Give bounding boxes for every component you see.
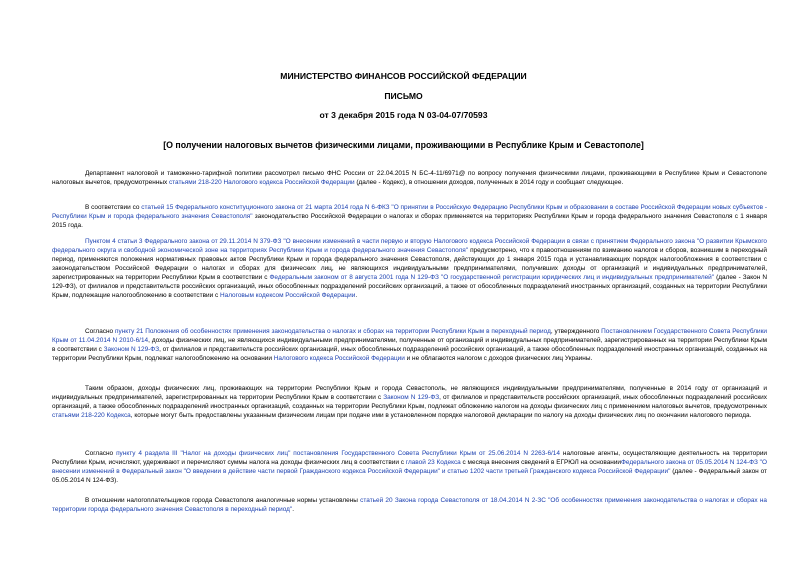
document-link[interactable]: Законом N 129-ФЗ (103, 346, 160, 354)
paragraph-text: . (292, 506, 295, 514)
document-link[interactable]: Пунктом 4 статьи 3 Федерального закона от 29.11.2014 N 379-ФЗ "О внесении изменений в части первую и вторую Налогового кодекса Российской Федерации в связи с принятием Федерального закона "О развитии Крымского федерального округа и свободной экономической зоне на территориях Республики Крым и города федерального значения Севастополя" (52, 238, 767, 255)
document-link[interactable]: Федеральным законом от 8 августа 2001 года N 129-ФЗ "О государственной регистрации юридических лиц и индивидуальных предпринимателей" (269, 274, 715, 282)
paragraph-text: (далее - Закон N 129-ФЗ), от филиалов и представительств российских организаций, иных обособленных подразделений российских организаций, а также от обособленных подразделений иностранных организаций, созданных на территории Республики Крым, подлежащие налогообложению в соответствии с (52, 274, 767, 300)
document-link[interactable]: Постановлением Государственного Совета Республики Крым от 11.04.2014 N 2010-6/14 (52, 328, 767, 345)
paragraph-text: , которые могут быть предоставлены указанным физическим лицам при подаче ими в установленном порядке налоговой декларации по налогу на доходы физических лиц по окончании налогового периода. (130, 412, 752, 420)
paragraph-text: В соответствии со (85, 204, 142, 211)
paragraph-text: законодательство Российской Федерации о налогах и сборах применяется на территориях Республики Крым и города федерального значения Севастополя с 1 января 2015 года. (52, 213, 767, 230)
paragraph-2 (52, 203, 767, 230)
paragraph-text: . (355, 292, 358, 300)
document-link[interactable]: Законом N 129-ФЗ (383, 394, 440, 402)
paragraph-1 (52, 169, 767, 187)
document-link[interactable]: Федерального закона от 05.05.2014 N 124-ФЗ "О внесении изменений в Федеральный закон "О введении в действие части первой Гражданского кодекса Российской Федерации" и статью 1202 части третьей Гражданского кодекса Российской Федерации" (52, 459, 767, 476)
document-subject: [О получении налоговых вычетов физическими лицами, проживающими в Республике Крым и Севастополе] (163, 140, 644, 150)
paragraph-text: , от филиалов и представительств российских организаций, иных обособленных подразделений российских организаций, а также обособленных подразделений иностранных организаций, созданных на территории Республики Крым, подлежат обложению налогом на доходы физических лиц с применением налоговых вычетов, предусмотренных (52, 394, 768, 411)
document-link[interactable]: статьями 218-220 Налогового кодекса Российской Федерации (168, 179, 355, 187)
paragraph-text: (далее - Федеральный закон от 05.05.2014 N 124-ФЗ). (52, 468, 767, 485)
document-link[interactable]: Налогового кодекса Российской Федерации (273, 355, 405, 363)
paragraph-text: , доходы физических лиц, не являющихся индивидуальными предпринимателями, полученные от организаций и индивидуальных предпринимателей, зарегистрированных на территории Республики Крым в соответствии с (52, 337, 767, 354)
document-link[interactable]: статьей 20 Закона города Севастополя от 18.04.2014 N 2-ЗС "Об особенностях применения законодательства о налогах и сборах на территории города федерального значения Севастополя в переходный период" (52, 497, 767, 514)
paragraph-text: , утвержденного (550, 328, 602, 335)
paragraph-text: налоговые агенты, осуществляющие деятельность на территории Республики Крым, исчисляют, удерживают и перечисляют суммы налога на доходы физических лиц в соответствии с (52, 450, 768, 467)
paragraph-text: В отношении налогоплательщиков города Севастополя аналогичные нормы установлены (85, 497, 361, 504)
document-type: ПИСЬМО (384, 91, 423, 101)
document-link[interactable]: Налоговым кодексом Российской Федерации (219, 292, 356, 300)
document-link[interactable]: главой 23 Кодекса (405, 459, 461, 467)
document-link[interactable]: статьей 15 Федерального конституционного закона от 21 марта 2014 года N 6-ФКЗ "О принятии в Российскую Федерацию Республики Крым и образовании в составе Российской Федерации новых субъектов - Республики Крым и города федерального значения Севастополя" (52, 204, 767, 221)
paragraph-text: (далее - Кодекс), в отношении доходов, полученных в 2014 году и сообщает следующее. (354, 179, 624, 187)
paragraph-text: с месяца внесения сведений в ЕГРЮЛ на основании (460, 459, 622, 467)
paragraph-text: Таким образом, доходы физических лиц, проживающих на территории Республики Крым и города Севастополь, не являющихся индивидуальными предпринимателями, полученные в 2014 году от организаций и индивидуальных предпринимателей, зарегистрированных на территории Республики Крым в соответствии с (52, 385, 767, 402)
paragraph-text: , от филиалов и представительств российских организаций, иных обособленных подразделений российских организаций, а также обособленных подразделений иностранных организаций, созданных на территории Республики Крым, подлежат налогообложению на основании (52, 346, 767, 363)
paragraph-text: предусмотрено, что к правоотношениям по взиманию налогов и сборов, возникшим в переходный период, применяются положения нормативных правовых актов Республики Крым и города федерального значения Севастополя, действующих до 1 января 2015 года и устанавливающих порядок налогообложения в соответствии с законодательством Российской Федерации о налогах и сборах для физических лиц, не являющихся индивидуальными предпринимателями, получивших доходы от организаций и индивидуальных предпринимателей, зарегистрированных на территории Республики Крым в соответствии с (52, 247, 768, 282)
ministry-heading: МИНИСТЕРСТВО ФИНАНСОВ РОССИЙСКОЙ ФЕДЕРАЦИИ (280, 71, 527, 81)
paragraph-6 (52, 449, 767, 485)
paragraph-text: Согласно (85, 450, 117, 457)
paragraph-7 (52, 496, 767, 514)
document-link[interactable]: пункту 21 Положения об особенностях применения законодательства о налогах и сборах на территории Республики Крым в переходный период (114, 328, 551, 335)
document-link[interactable]: пункту 4 раздела III "Налог на доходы физических лиц" постановления Государственного Совета Республики Крым от 25.06.2014 N 2263-6/14 (116, 450, 560, 457)
document-date-number: от 3 декабря 2015 года N 03-04-07/70593 (319, 110, 488, 120)
paragraph-text: и не облагаются налогом с доходов физических лиц Украины. (404, 355, 593, 363)
document-link[interactable]: статьями 218-220 Кодекса (52, 412, 131, 420)
paragraph-3 (52, 237, 767, 300)
paragraph-text: Департамент налоговой и таможенно-тарифной политики рассмотрел письмо ФНС России от 22.04.2015 N БС-4-11/6971@ по вопросу получения физическими лицами, проживающими в Республике Крым и Севастополе налоговых вычетов, предусмотренных (52, 170, 767, 187)
paragraph-5 (52, 384, 767, 420)
paragraph-text: Согласно (85, 328, 115, 335)
paragraph-4 (52, 327, 767, 363)
